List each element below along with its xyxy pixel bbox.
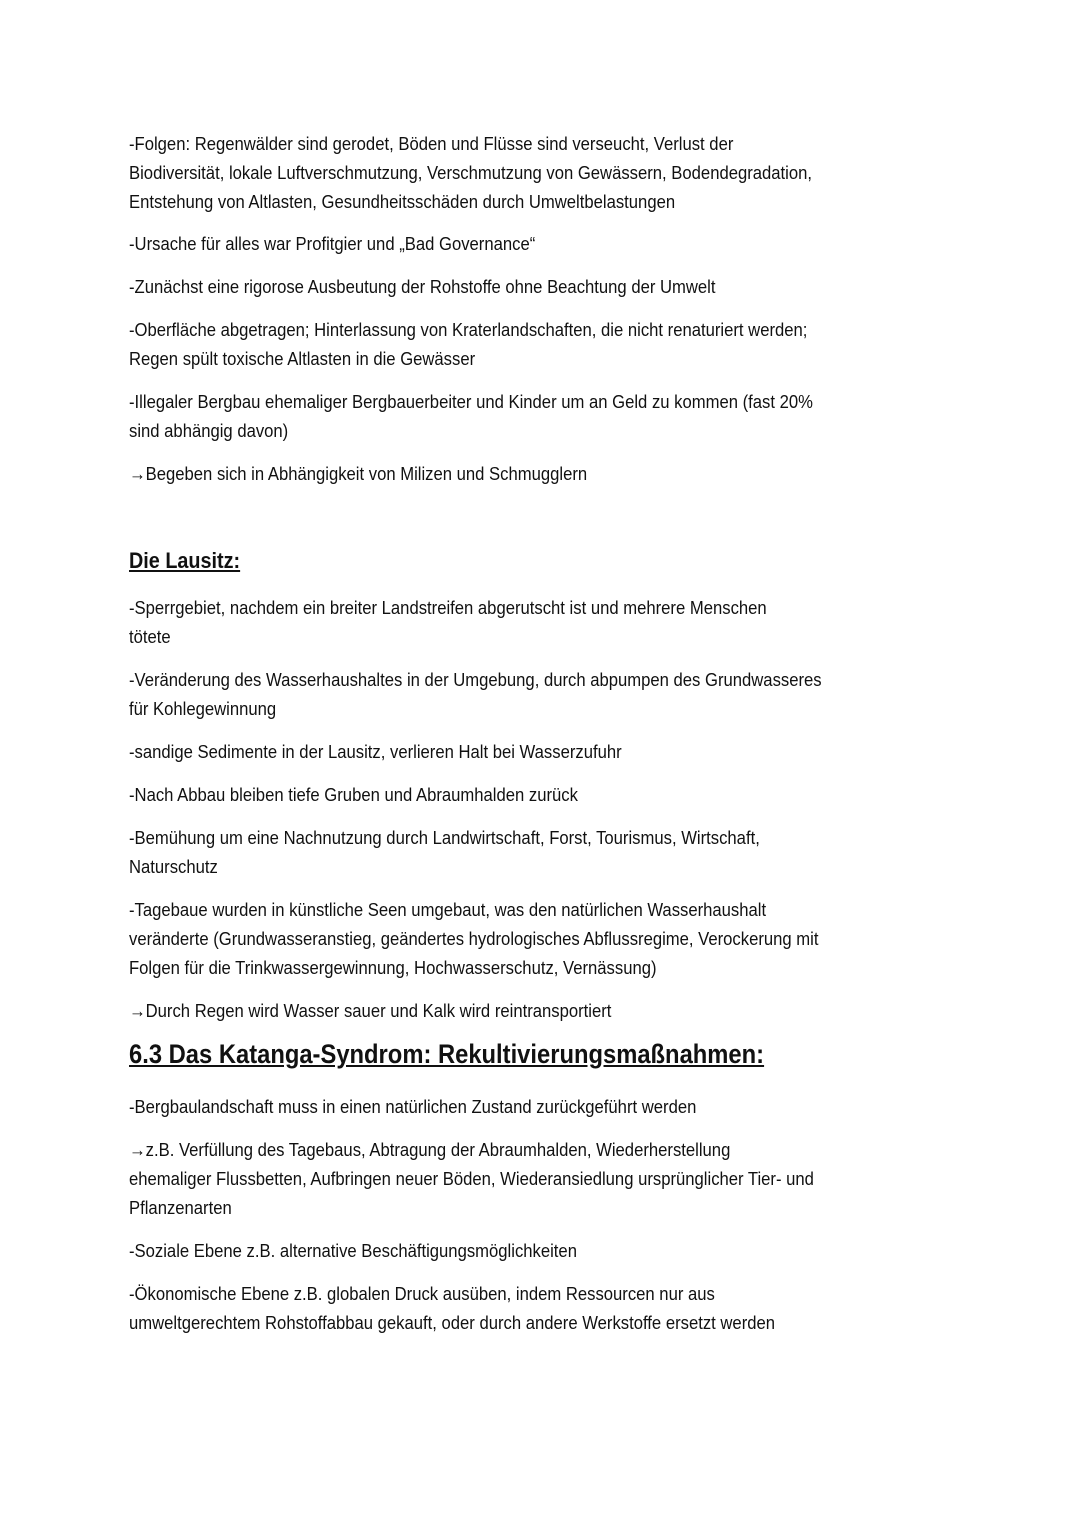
text-line: Pflanzenarten: [129, 1197, 232, 1218]
text-line: -Tagebaue wurden in künstliche Seen umgebaut, was den natürlichen Wasserhaushalt: [129, 899, 767, 920]
paragraph: [129, 272, 781, 301]
text-line: →Begeben sich in Abhängigkeit von Milizen und Schmugglern: [129, 463, 588, 484]
paragraph: [129, 593, 838, 651]
paragraph: [129, 1135, 890, 1222]
paragraph: [129, 737, 676, 766]
text-line: tötete: [129, 626, 171, 647]
paragraph: [129, 996, 665, 1025]
text-line: Biodiversität, lokale Luftverschmutzung, Verschmutzung von Gewässern, Bodendegradation,: [129, 162, 813, 183]
text-line: -Nach Abbau bleiben tiefe Gruben und Abraumhalden zurück: [129, 784, 578, 805]
text-line: -Sperrgebiet, nachdem ein breiter Landstreifen abgerutscht ist und mehrere Menschen: [129, 597, 767, 618]
text-line: Naturschutz: [129, 856, 218, 877]
text-line: ehemaliger Flussbetten, Aufbringen neuer Böden, Wiederansiedlung ursprünglicher Tier- und: [129, 1168, 814, 1189]
paragraph: [129, 665, 899, 723]
text-line: -Zunächst eine rigorose Ausbeutung der Rohstoffe ohne Beachtung der Umwelt: [129, 276, 716, 297]
paragraph: [129, 229, 580, 258]
text-line: -Bergbaulandschaft muss in einen natürlichen Zustand zurückgeführt werden: [129, 1096, 697, 1117]
text-line: -sandige Sedimente in der Lausitz, verlieren Halt bei Wasserzufuhr: [129, 741, 622, 762]
text-line: veränderte (Grundwasseranstieg, geändertes hydrologisches Abflussregime, Verockerung mit: [129, 928, 819, 949]
heading-rekultivierung: 6.3 Das Katanga-Syndrom: Rekultivierungsmaßnahmen:: [129, 1039, 765, 1069]
heading-lausitz: Die Lausitz:: [129, 548, 241, 573]
text-line: →Durch Regen wird Wasser sauer und Kalk wird reintransportiert: [129, 1000, 612, 1021]
paragraph: [129, 780, 628, 809]
paragraph: [129, 129, 888, 216]
text-line: →z.B. Verfüllung des Tagebaus, Abtragung der Abraumhalden, Wiederherstellung: [129, 1139, 731, 1160]
text-line: Regen spült toxische Altlasten in die Gewässer: [129, 348, 476, 369]
text-line: -Ökonomische Ebene z.B. globalen Druck ausüben, indem Ressourcen nur aus: [129, 1283, 715, 1304]
text-line: -Folgen: Regenwälder sind gerodet, Böden und Flüsse sind verseucht, Verlust der: [129, 133, 734, 154]
paragraph: [129, 1279, 847, 1337]
text-line: -Soziale Ebene z.B. alternative Beschäftigungsmöglichkeiten: [129, 1240, 577, 1261]
text-line: -Bemühung um eine Nachnutzung durch Landwirtschaft, Forst, Tourismus, Wirtschaft,: [129, 827, 760, 848]
text-line: -Illegaler Bergbau ehemaliger Bergbauerbeiter und Kinder um an Geld zu kommen (fast 20%: [129, 391, 813, 412]
text-line: Folgen für die Trinkwassergewinnung, Hochwasserschutz, Vernässung): [129, 957, 657, 978]
text-line: sind abhängig davon): [129, 420, 289, 441]
text-line: -Ursache für alles war Profitgier und „Bad Governance“: [129, 233, 536, 254]
paragraph: [129, 823, 830, 881]
text-line: für Kohlegewinnung: [129, 698, 277, 719]
paragraph: [129, 895, 895, 982]
text-line: Entstehung von Altlasten, Gesundheitsschäden durch Umweltbelastungen: [129, 191, 676, 212]
paragraph: [129, 387, 889, 445]
text-line: umweltgerechtem Rohstoffabbau gekauft, oder durch andere Werkstoffe ersetzt werden: [129, 1312, 776, 1333]
text-line: -Oberfläche abgetragen; Hinterlassung von Kraterlandschaften, die nicht renaturiert werden;: [129, 319, 808, 340]
paragraph: [129, 459, 638, 488]
paragraph: [129, 1236, 627, 1265]
paragraph: [129, 315, 883, 373]
text-line: -Veränderung des Wasserhaushaltes in der Umgebung, durch abpumpen des Grundwasseres: [129, 669, 822, 690]
paragraph: [129, 1092, 759, 1121]
